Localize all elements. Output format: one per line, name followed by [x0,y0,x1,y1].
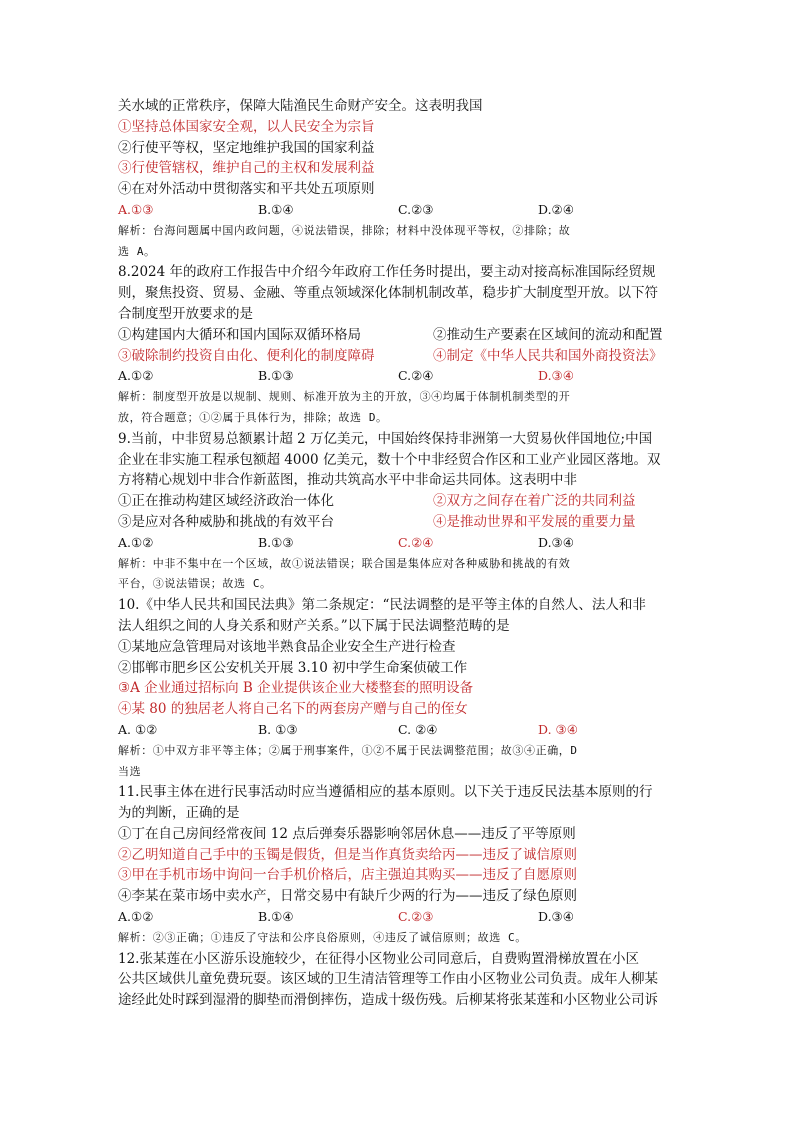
q11-option-b: B.①④ [258,909,294,925]
q8-stem-line: 合制度型开放要求的是 [118,305,253,322]
q8-stem-line: 8.2024 年的政府工作报告中介绍今年政府工作任务时提出，要主动对接高标准国际经贸规 [118,264,656,281]
q9-options [118,533,678,554]
q7-stem-line: 关水域的正常秩序，保障大陆渔民生命财产安全。这表明我国 [118,98,483,114]
q9-option-c: C.②④ [398,534,434,550]
q9-items-row [118,512,678,533]
q7-option-d: D.②④ [538,201,574,217]
q8-option-a: A.①② [118,368,154,384]
q7-option-b: B.①④ [258,201,294,217]
q12-stem-line: 12.张某莲在小区游乐设施较少，在征得小区物业公司同意后，自费购置滑梯放置在小区 [118,950,639,967]
q12-stem-line: 公共区域供儿童免费玩耍。该区域的卫生清洁管理等工作由小区物业公司负责。成年人柳某 [118,971,658,988]
q10-stem-line: 法人组织之间的人身关系和财产关系。”以下属于民法调整范畴的是 [118,617,510,634]
document-page [118,96,678,1011]
q10-option-b: B. ①③ [258,721,298,737]
q9-item-2: ②双方之间存在着广泛的共同利益 [433,493,636,510]
q9-item-3: ③是应对各种威胁和挑战的有效平台 [118,513,334,530]
q11-item-2: ②乙明知道自己手中的玉镯是假货，但是当作真货卖给丙——违反了诚信原则 [118,846,577,863]
q10-option-d: D. ③④ [538,721,578,737]
q9-analysis-line: 解析：中非不集中在一个区域，故①说法错误；联合国是集体应对各种威胁和挑战的有效 [118,556,571,570]
q7-analysis-line: 解析：台海问题属中国内政问题，④说法错误，排除；材料中没体现平等权，②排除；故 [118,223,571,237]
q7-item-4: ④在对外活动中贯彻落实和平共处五项原则 [118,181,375,198]
q9-stem-line: 方将精心规划中非合作新蓝图，推动共筑高水平中非命运共同体。这表明中非 [118,472,577,489]
q8-item-1: ①构建国内大循环和国内国际双循环格局 [118,326,361,343]
q8-items-row [118,346,678,367]
q10-stem-line: 10.《中华人民共和国民法典》第二条规定：“民法调整的是平等主体的自然人、法人和非 [118,597,646,614]
q11-item-1: ①丁在自己房间经常夜间 12 点后弹奏乐器影响邻居休息——违反了平等原则 [118,825,576,842]
q9-items-row [118,491,678,512]
q11-analysis-line: 解析：②③正确；①违反了守法和公序良俗原则，④违反了诚信原则；故选 C。 [118,930,527,944]
q8-item-3: ③破除制约投资自由化、便利化的制度障碍 [118,347,375,364]
q7-item-3: ③行使管辖权，维护自己的主权和发展利益 [118,160,375,177]
q9-stem-line: 9.当前，中非贸易总额累计超 2 万亿美元，中国始终保持非洲第一大贸易伙伴国地位;中国 [118,430,653,447]
q10-item-2: ②邯郸市肥乡区公安机关开展 3.10 初中学生命案侦破工作 [118,659,468,676]
q11-item-4: ④李某在菜市场中卖水产，日常交易中有缺斤少两的行为——违反了绿色原则 [118,888,577,905]
q10-item-1: ①某地应急管理局对该地半熟食品企业安全生产进行检查 [118,638,456,655]
q11-option-a: A.①② [118,909,154,925]
q10-options [118,720,678,741]
q9-item-4: ④是推动世界和平发展的重要力量 [433,513,636,530]
q9-option-d: D.③④ [538,534,574,550]
q11-stem-line: 11.民事主体在进行民事活动时应当遵循相应的基本原则。以下关于违反民法基本原则的行 [118,784,653,801]
q8-items-row [118,325,678,346]
q9-option-a: A.①② [118,534,154,550]
q8-item-4: ④制定《中华人民共和国外商投资法》 [433,347,663,364]
q8-analysis-line: 解析：制度型开放是以规制、规则、标准开放为主的开放，③④均属于体制机制类型的开 [118,390,571,404]
q9-stem-line: 企业在非实施工程承包额超 4000 亿美元，数十个中非经贸合作区和工业产业园区落地。双 [118,451,661,468]
q10-item-4: ④某 80 的独居老人将自己名下的两套房产赠与自己的侄女 [118,701,468,718]
q10-option-c: C. ②④ [398,721,438,737]
q11-stem-line: 为的判断，正确的是 [118,805,240,822]
q11-option-c: C.②③ [398,909,434,925]
q11-option-d: D.③④ [538,909,574,925]
q7-analysis-line: 选 A。 [118,244,156,258]
q7-item-2: ②行使平等权，坚定地维护我国的国家利益 [118,139,375,156]
q9-option-b: B.①③ [258,534,294,550]
q8-stem-line: 则，聚焦投资、贸易、金融、等重点领域深化体制机制改革，稳步扩大制度型开放。以下符 [118,285,658,302]
q10-option-a: A. ①② [118,721,158,737]
q7-option-a: A.①③ [118,201,154,217]
q8-option-d: D.③④ [538,368,574,384]
q10-analysis-line: 解析：①中双方非平等主体；②属于刑事案件，①②不属于民法调整范围；故③④正确，D [118,743,578,757]
q7-item-1: ①坚持总体国家安全观，以人民安全为宗旨 [118,118,375,135]
q9-analysis-line: 平台，③说法错误；故选 C。 [118,577,272,591]
q8-item-2: ②推动生产要素在区域间的流动和配置 [433,326,663,343]
q11-item-3: ③甲在手机市场中询问一台手机价格后，店主强迫其购买——违反了自愿原则 [118,867,577,884]
q12-stem-line: 途经此处时踩到湿滑的脚垫而滑倒摔伤，造成十级伤残。后柳某将张某莲和小区物业公司诉 [118,992,658,1009]
q8-option-b: B.①③ [258,368,294,384]
q7-options [118,200,678,221]
q10-item-3: ③A 企业通过招标向 B 企业提供该企业大楼整套的照明设备 [118,680,474,697]
q8-option-c: C.②④ [398,368,434,384]
q9-item-1: ①正在推动构建区域经济政治一体化 [118,493,334,510]
q8-analysis-line: 放，符合题意；①②属于具体行为，排除；故选 D。 [118,410,388,424]
q10-analysis-line: 当选 [118,764,142,778]
q8-options [118,366,678,387]
q11-options [118,907,678,928]
q7-option-c: C.②③ [398,201,434,217]
